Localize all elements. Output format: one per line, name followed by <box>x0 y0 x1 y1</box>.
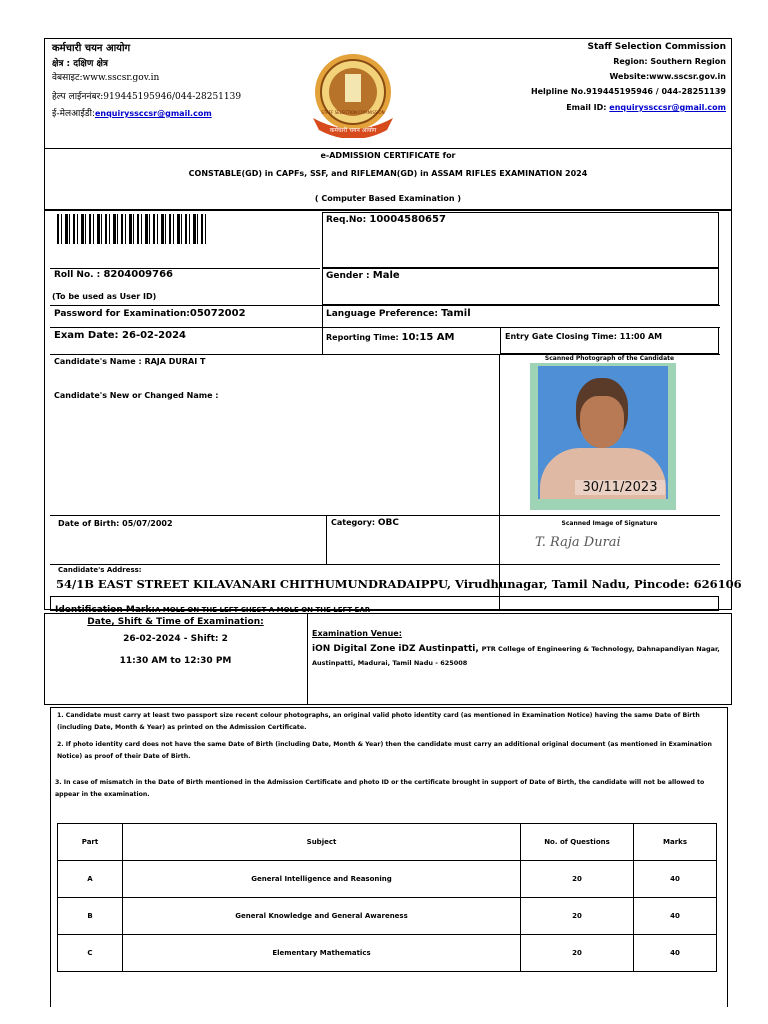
gate-value: 11:00 AM <box>619 332 663 341</box>
email-row-hindi <box>52 106 212 119</box>
name-row <box>54 357 205 366</box>
row-c-questions: 20 <box>521 935 634 972</box>
gender-label: Gender : <box>326 271 370 281</box>
instruction-3: 3. In case of mismatch in the Date of Birth mentioned in the Admission Certificate and photo ID or the certificate brought in support of Date of Birth, the candidate will not be allowed to appear in the examination. <box>55 779 705 798</box>
row-b-marks: 40 <box>634 898 717 935</box>
category-label: Category: <box>331 518 376 527</box>
id-mark-value: A MOLE ON THE LEFT CHEST A MOLE ON THE LEFT EAR <box>154 606 371 614</box>
header-marks: Marks <box>634 824 717 861</box>
dob-value: 05/07/2002 <box>122 519 173 528</box>
venue-address-1: PTR College of Engineering & Technology, Dahnapandiyan Nagar, <box>481 645 720 653</box>
address-value: 54/1B EAST STREET KILAVANARI CHITHUMUNDRADAIPPU, Virudhunagar, Tamil Nadu, Pincode: 626106 <box>56 577 742 591</box>
roll-no-label: Roll No. : <box>54 270 101 280</box>
table-row <box>58 898 717 935</box>
helpline-hindi: हेल्प लाईननंबर:919445195946/044-28251139 <box>52 92 242 102</box>
signature-label: Scanned Image of Signature <box>561 520 658 527</box>
password-value: 05072002 <box>189 308 246 319</box>
venue-name: iON Digital Zone iDZ Austinpatti, <box>312 644 479 654</box>
address-label: Candidate's Address: <box>58 566 142 574</box>
language-label: Language Preference: <box>326 309 438 319</box>
email-row-english <box>566 103 726 112</box>
title-line-2: CONSTABLE(GD) in CAPFs, SSF, and RIFLEMAN(GD) in ASSAM RIFLES EXAMINATION 2024 <box>188 169 588 178</box>
password-row <box>54 308 246 319</box>
website-hindi: वेबसाइट:www.sscsr.gov.in <box>52 73 160 83</box>
marks-table <box>57 823 717 972</box>
password-label: Password for Examination: <box>54 309 190 319</box>
table-header-row <box>58 824 717 861</box>
changed-name-label: Candidate's New or Changed Name : <box>54 391 219 400</box>
gender-value: Male <box>372 270 400 281</box>
org-name-english: Staff Selection Commission <box>587 42 726 52</box>
row-a-marks: 40 <box>634 861 717 898</box>
row-b-part: B <box>58 898 123 935</box>
ssc-logo <box>305 52 401 138</box>
gender-row <box>326 270 400 281</box>
logo-english-text: STAFF SELECTION COMMISSION <box>321 110 385 115</box>
language-row <box>326 308 471 319</box>
category-row <box>331 518 399 528</box>
row-a-part: A <box>58 861 123 898</box>
row-c-subject: Elementary Mathematics <box>123 935 521 972</box>
dob-row <box>58 519 173 528</box>
region-hindi: क्षेत्र : दक्षिण क्षेत्र <box>52 59 108 69</box>
email-label-english: Email ID: <box>566 103 607 112</box>
id-mark-label: Identification Mark: <box>55 605 155 615</box>
title-line-1: e-ADMISSION CERTIFICATE for <box>320 151 456 160</box>
row-b-subject: General Knowledge and General Awareness <box>123 898 521 935</box>
header-questions: No. of Questions <box>521 824 634 861</box>
exam-date-row <box>54 330 186 341</box>
instruction-2: 2. If photo identity card does not have the same Date of Birth (including Date, Month & Year) then the candidate must carry an additional original document (as mentioned in Examination Notice) as proof of their Date of Birth. <box>57 741 712 760</box>
schedule-time: 11:30 AM to 12:30 PM <box>119 656 232 666</box>
logo-hindi-text: कर्मचारी चयन आयोग <box>329 127 377 134</box>
dob-label: Date of Birth: <box>58 519 120 528</box>
venue-address-2: Austinpatti, Madurai, Tamil Nadu - 625008 <box>312 659 468 667</box>
roll-no-value: 8204009766 <box>103 269 174 280</box>
signature-image: T. Raja Durai <box>535 535 621 550</box>
req-no-row <box>326 214 446 225</box>
email-label-hindi: ई-मेलआईडी: <box>52 109 95 119</box>
region-english: Region: Southern Region <box>613 57 726 66</box>
exam-date-label: Exam Date: <box>54 330 119 341</box>
candidate-photo <box>530 363 676 510</box>
reporting-row <box>326 332 455 343</box>
barcode <box>57 214 209 244</box>
org-name-hindi: कर्मचारी चयन आयोग <box>52 43 131 54</box>
schedule-date-shift: 26-02-2024 - Shift: 2 <box>123 634 228 644</box>
roll-no-row <box>54 269 173 280</box>
email-link-english[interactable]: enquiryssccsr@gmail.com <box>609 103 726 112</box>
helpline-english: Helpline No.919445195946 / 044-28251139 <box>530 87 726 96</box>
gate-label: Entry Gate Closing Time: <box>505 332 617 341</box>
title-line-3: ( Computer Based Examination ) <box>314 194 462 203</box>
user-id-note: (To be used as User ID) <box>52 292 157 301</box>
row-c-part: C <box>58 935 123 972</box>
photo-date: 30/11/2023 <box>575 480 665 495</box>
req-no-label: Req.No: <box>326 215 367 225</box>
venue-label: Examination Venue: <box>312 629 402 638</box>
venue-line-1 <box>312 644 720 654</box>
header-part: Part <box>58 824 123 861</box>
website-english: Website:www.sscsr.gov.in <box>609 72 726 81</box>
gate-row <box>505 332 662 341</box>
email-link-hindi[interactable]: enquiryssccsr@gmail.com <box>94 109 212 118</box>
category-value: OBC <box>377 518 400 528</box>
reporting-value: 10:15 AM <box>401 332 455 343</box>
photo-label: Scanned Photograph of the Candidate <box>544 355 675 362</box>
row-b-questions: 20 <box>521 898 634 935</box>
schedule-heading: Date, Shift & Time of Examination: <box>87 617 264 627</box>
table-row <box>58 935 717 972</box>
name-label: Candidate's Name : <box>54 357 142 366</box>
row-c-marks: 40 <box>634 935 717 972</box>
instruction-1: 1. Candidate must carry at least two passport size recent colour photographs, an original valid photo identity card (as mentioned in Examination Notice) having the same Date of Birth (including Date, Month & Year) as printed on the Admission Certificate. <box>57 712 700 731</box>
req-no-value: 10004580657 <box>369 214 446 225</box>
table-row <box>58 861 717 898</box>
language-value: Tamil <box>441 308 471 319</box>
row-a-questions: 20 <box>521 861 634 898</box>
row-a-subject: General Intelligence and Reasoning <box>123 861 521 898</box>
reporting-label: Reporting Time: <box>326 333 399 342</box>
name-value: RAJA DURAI T <box>144 357 206 366</box>
exam-date-value: 26-02-2024 <box>122 330 186 341</box>
header-subject: Subject <box>123 824 521 861</box>
